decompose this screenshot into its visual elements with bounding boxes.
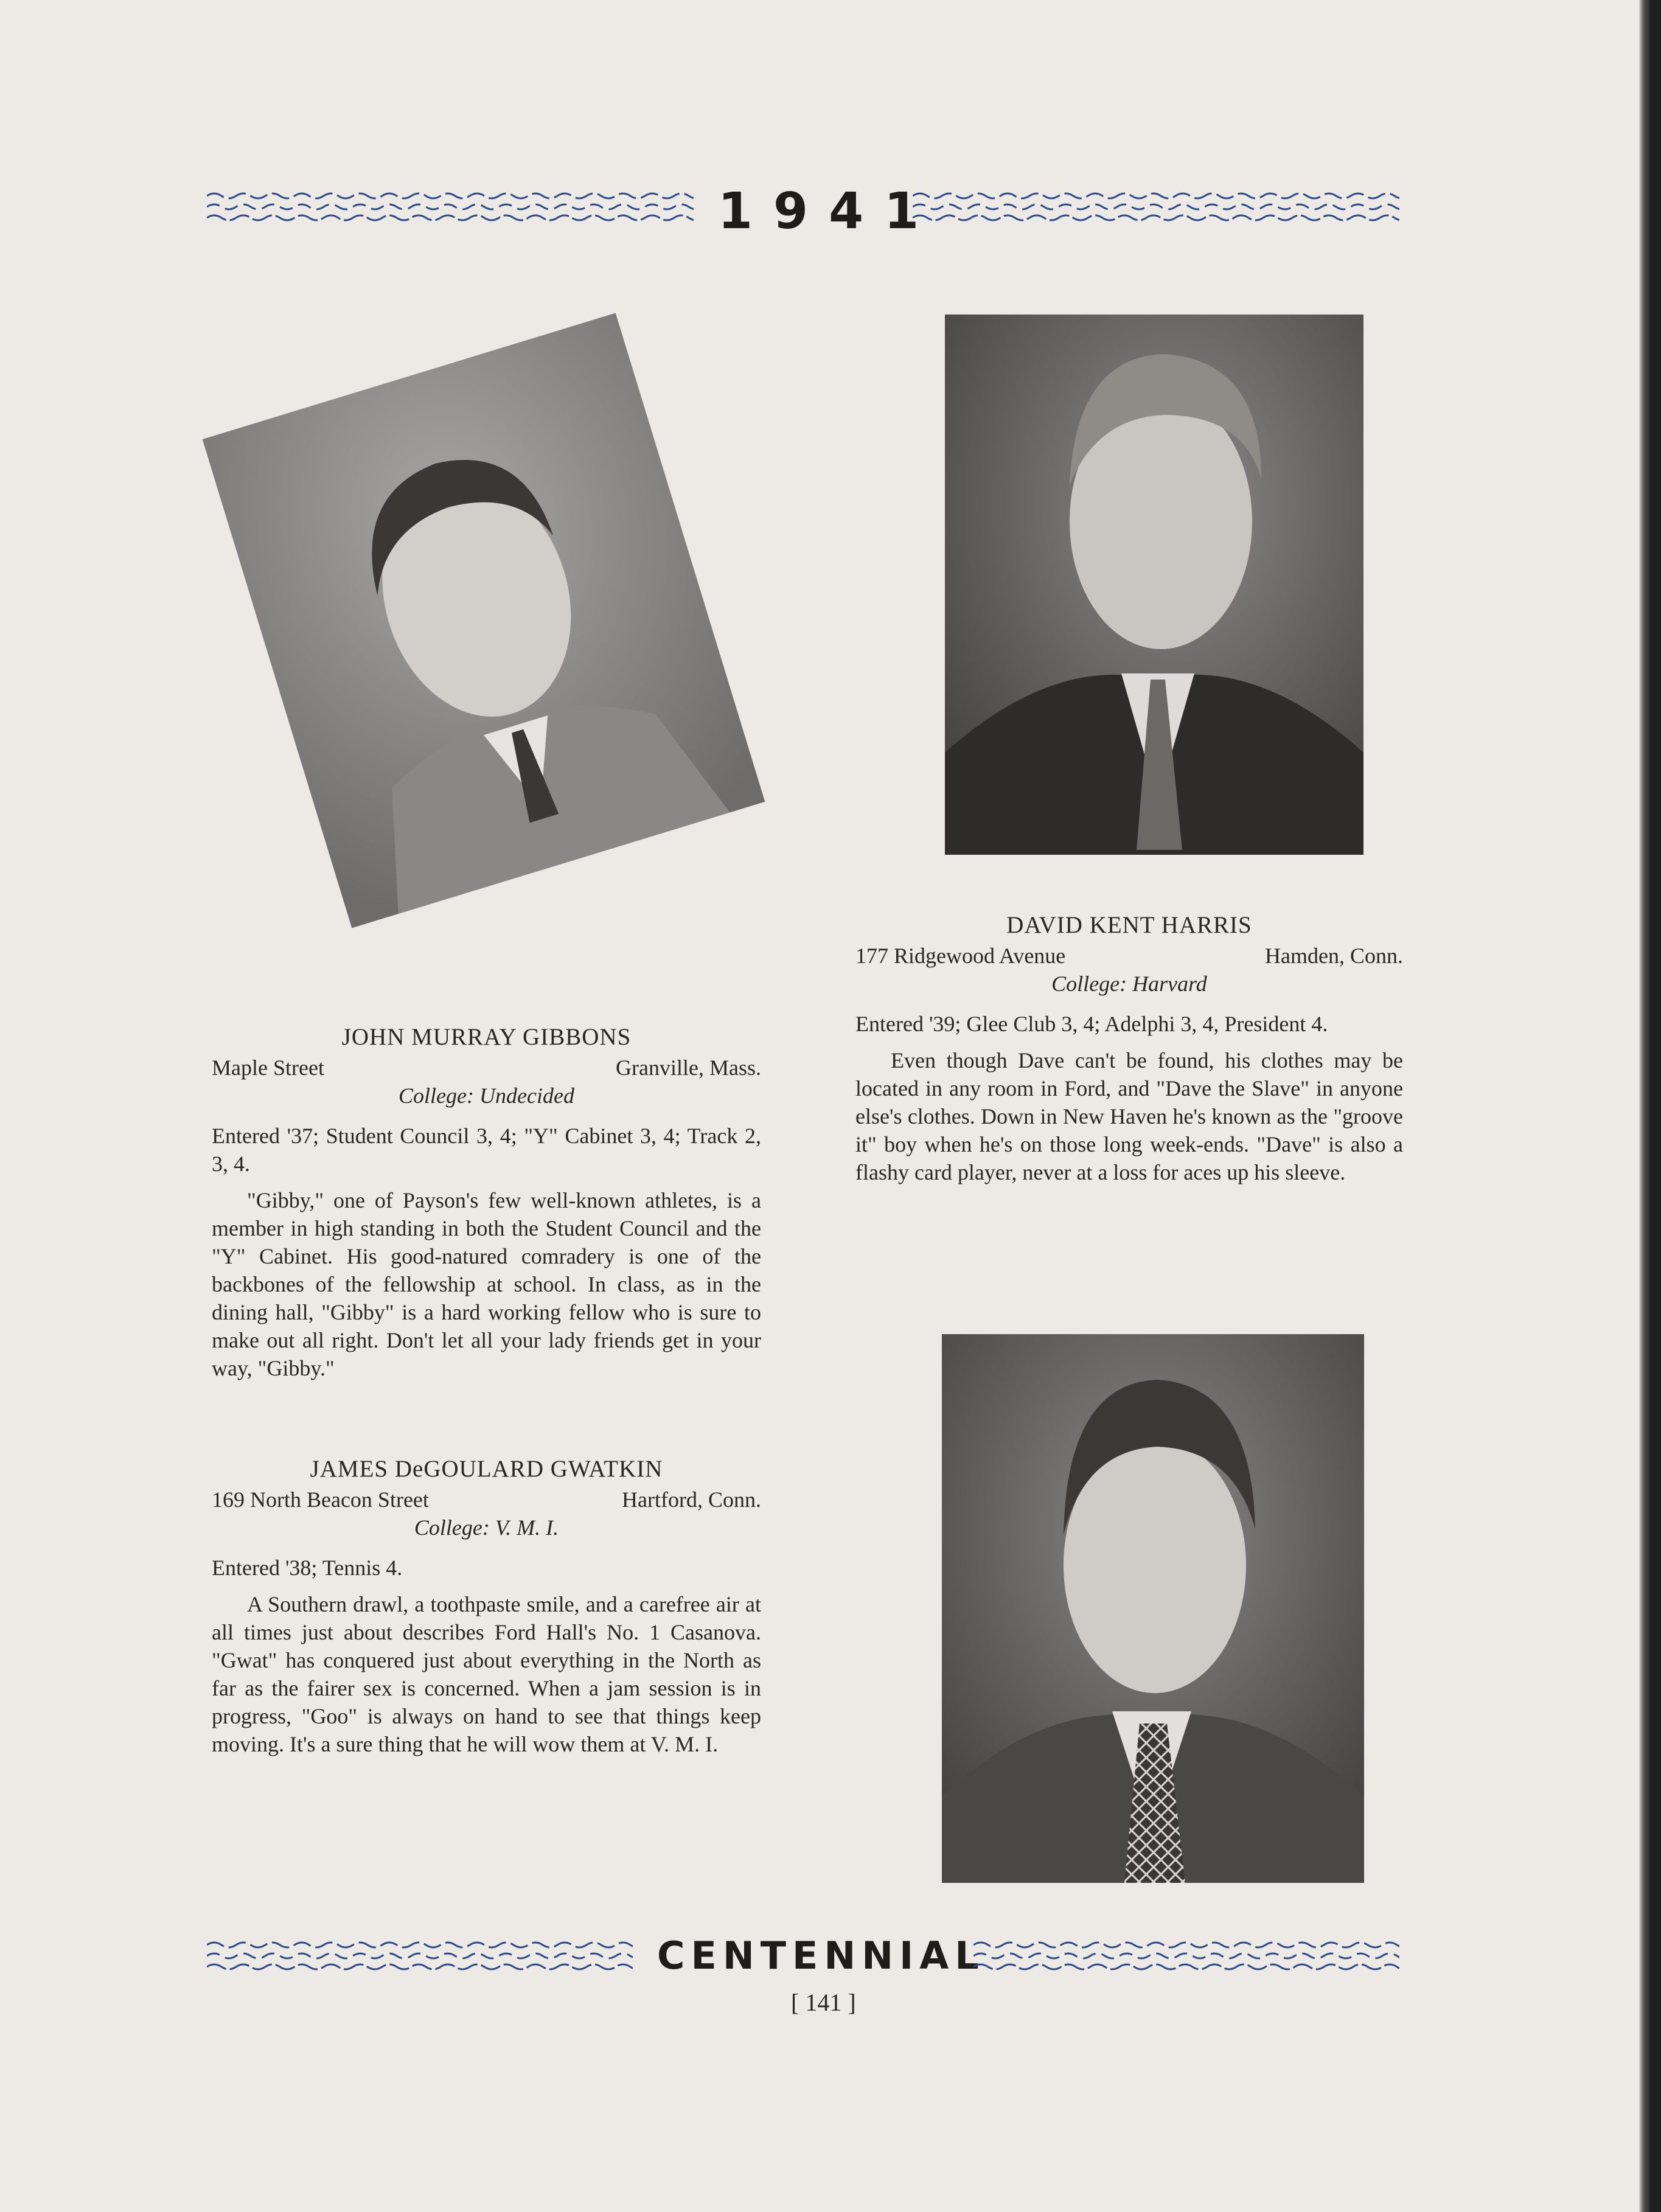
biography: "Gibby," one of Payson's few well-known athletes, is a member in high standing in both the Student Council and the "Y" Cabinet. His good-natured comradery is one of the backbones of the fellowship at school. In class, as in the dining hall, "Gibby" is a hard working fellow who is sure to make out all right. Don't let all your lady friends get in your way, "Gibby." — [212, 1188, 761, 1380]
activity-record: Entered '39; Glee Club 3, 4; Adelphi 3, 4, President 4. — [855, 1012, 1328, 1036]
year-heading: 1941 — [718, 183, 940, 240]
town: Granville, Mass. — [616, 1056, 761, 1080]
decorative-wave-rule-footer-left — [207, 1938, 633, 1974]
student-name: JAMES DeGOULARD GWATKIN — [310, 1456, 663, 1482]
student-entry-gwatkin — [212, 1455, 761, 1767]
college-line — [212, 1514, 761, 1542]
street-address: 177 Ridgewood Avenue — [855, 944, 1066, 968]
portrait-photo-gibbons — [203, 313, 765, 928]
portrait-photo-harris — [945, 315, 1363, 855]
street-address: Maple Street — [212, 1056, 324, 1080]
student-entry-harris — [855, 911, 1403, 1195]
portrait-photo-gwatkin — [942, 1334, 1364, 1883]
page-number: [ 141 ] — [791, 1989, 856, 2016]
decorative-wave-rule-right — [913, 189, 1399, 225]
address-row — [855, 942, 1403, 970]
decorative-wave-rule-footer-right — [973, 1938, 1399, 1974]
student-entry-gibbons — [212, 1023, 761, 1391]
college-label: College: — [1051, 972, 1127, 996]
college-label: College: — [399, 1083, 475, 1108]
biography: Even though Dave can't be found, his clothes may be located in any room in Ford, and "Dave the Slave" in anyone else's clothes. Down in New Haven he's known as the "groove it" boy when he's on those long week-ends. "Dave" is also a flashy card player, never at a loss for aces up his sleeve. — [855, 1048, 1403, 1184]
activity-record: Entered '38; Tennis 4. — [212, 1556, 403, 1580]
college-name: V. M. I. — [495, 1515, 559, 1540]
address-row — [212, 1054, 761, 1082]
town: Hamden, Conn. — [1265, 944, 1403, 968]
student-name: JOHN MURRAY GIBBONS — [341, 1024, 632, 1050]
town: Hartford, Conn. — [622, 1487, 761, 1512]
street-address: 169 North Beacon Street — [212, 1487, 429, 1512]
student-name: DAVID KENT HARRIS — [1006, 912, 1252, 938]
biography: A Southern drawl, a toothpaste smile, and a carefree air at all times just about describes Ford Hall's No. 1 Casanova. "Gwat" has conquered just about everything in the North as far as the fairer sex is concerned. When a jam session is in progress, "Goo" is always on hand to see that things keep moving. It's a sure thing that he will wow them at V. M. I. — [212, 1592, 761, 1756]
college-name: Harvard — [1132, 972, 1207, 996]
college-label: College: — [414, 1515, 490, 1540]
college-line — [212, 1082, 761, 1110]
footer-title: CENTENNIAL — [657, 1933, 985, 1978]
address-row — [212, 1486, 761, 1514]
decorative-wave-rule-left — [207, 189, 694, 225]
college-line — [855, 970, 1403, 998]
college-name: Undecided — [479, 1083, 574, 1108]
page-edge-shadow — [1639, 0, 1650, 2212]
activity-record: Entered '37; Student Council 3, 4; "Y" Cabinet 3, 4; Track 2, 3, 4. — [212, 1124, 761, 1176]
